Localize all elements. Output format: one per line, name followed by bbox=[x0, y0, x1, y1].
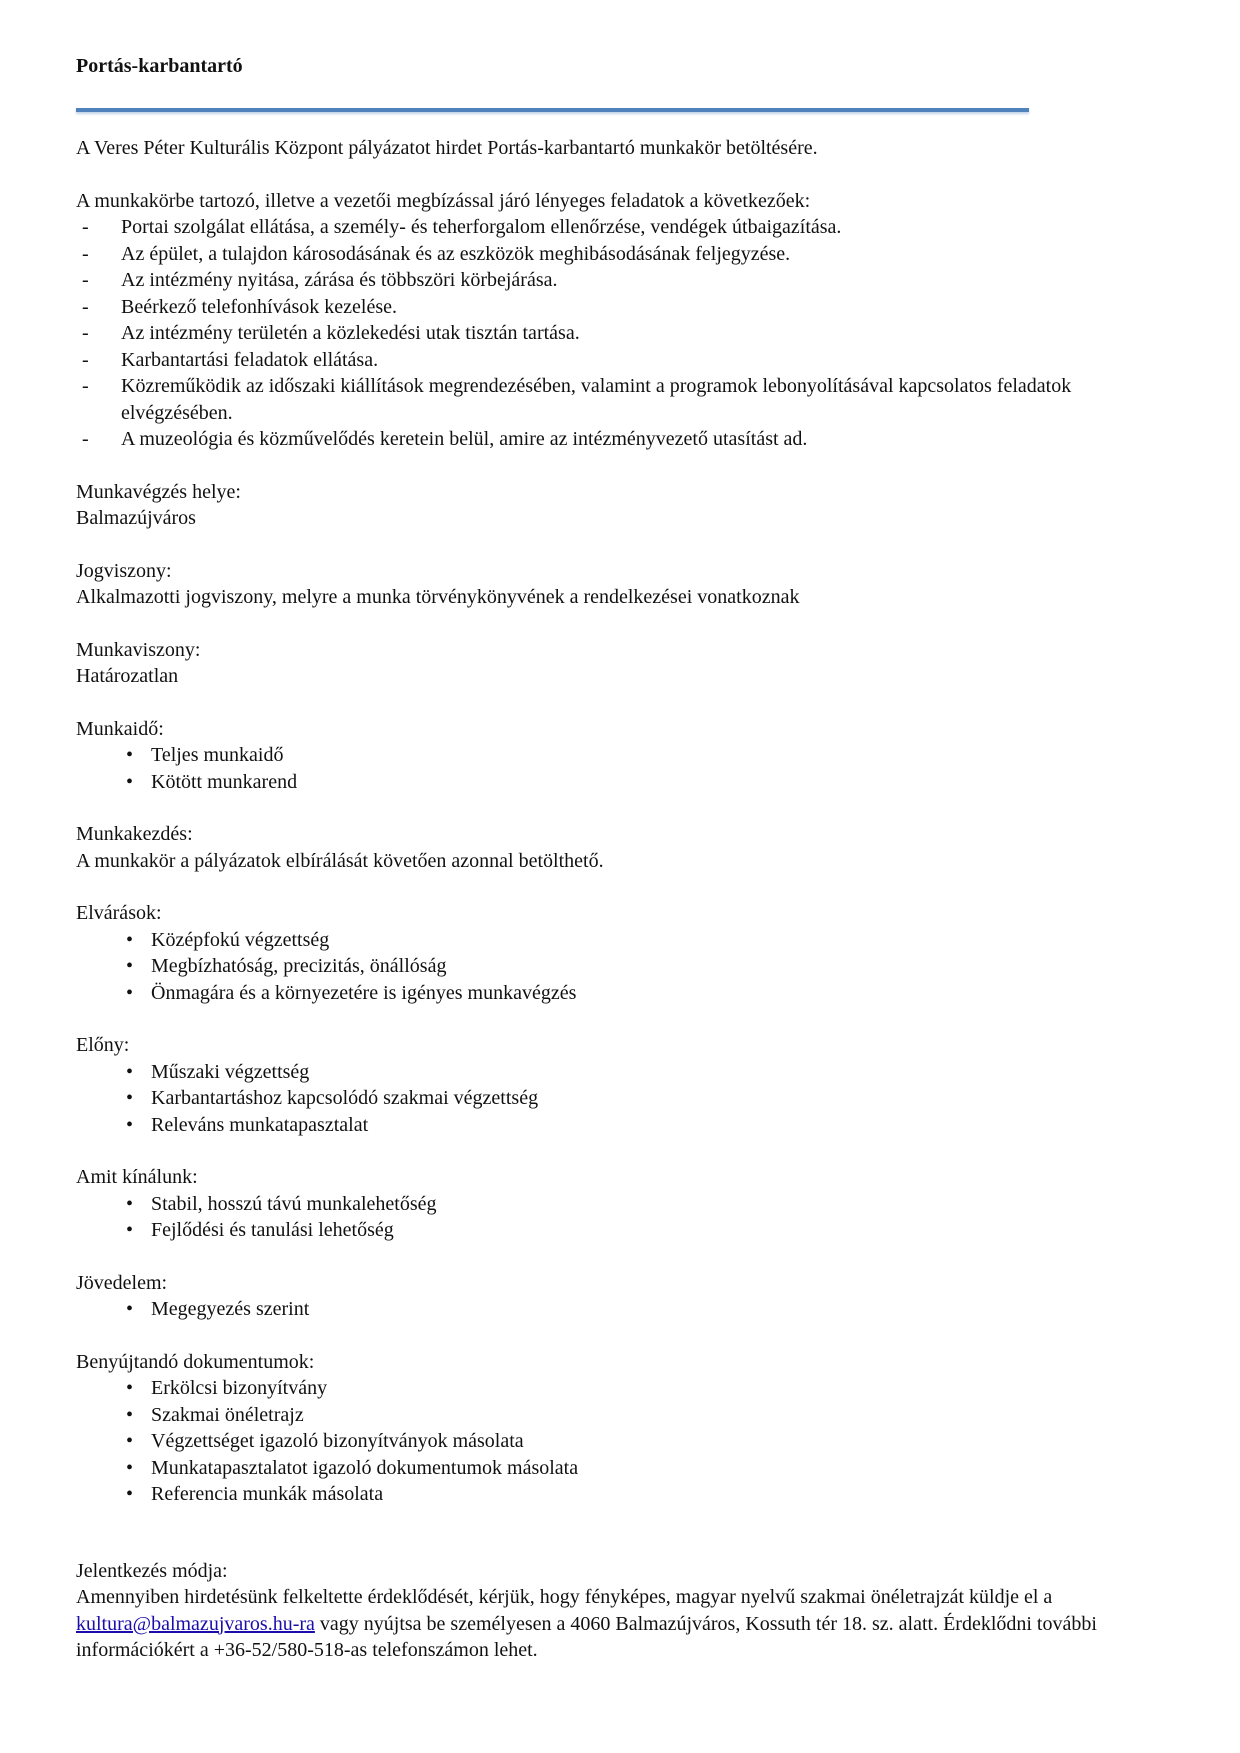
documents-label: Benyújtandó dokumentumok: bbox=[76, 1350, 315, 1373]
advantage-item: • Releváns munkatapasztalat bbox=[76, 1112, 1136, 1139]
apply-text-before: Amennyiben hirdetésünk felkeltette érdeklődését, kérjük, hogy fényképes, magyar nyelvű szakmai önéletrajzát küldje el a bbox=[76, 1586, 1053, 1608]
apply-paragraph bbox=[76, 1584, 1136, 1664]
document-body bbox=[76, 135, 1136, 1664]
worktime-label: Munkaidő: bbox=[76, 717, 164, 740]
duty-item: - Az épület, a tulajdon károsodásának és az eszközök meghibásodásának feljegyzése. bbox=[76, 241, 1136, 268]
legal-label: Jogviszony: bbox=[76, 559, 172, 582]
legal-value: Alkalmazotti jogviszony, melyre a munka törvénykönyvének a rendelkezései vonatkoznak bbox=[76, 586, 800, 608]
documents-list bbox=[76, 1375, 1136, 1508]
email-link[interactable]: kultura@balmazujvaros.hu-ra bbox=[76, 1612, 315, 1635]
advantage-list bbox=[76, 1059, 1136, 1139]
duties-heading: A munkakörbe tartozó, illetve a vezetői megbízással járó lényeges feladatok a következőek: bbox=[76, 189, 811, 212]
duty-item: - Karbantartási feladatok ellátása. bbox=[76, 347, 1136, 374]
offer-label: Amit kínálunk: bbox=[76, 1166, 198, 1188]
offer-item: • Fejlődési és tanulási lehetőség bbox=[76, 1217, 1136, 1244]
requirements-list bbox=[76, 927, 1136, 1007]
employment-label: Munkaviszony: bbox=[76, 638, 201, 661]
advantage-item: • Műszaki végzettség bbox=[76, 1059, 1136, 1086]
duty-item: - Beérkező telefonhívások kezelése. bbox=[76, 294, 1136, 321]
location-label: Munkavégzés helye: bbox=[76, 480, 241, 503]
apply-label: Jelentkezés módja: bbox=[76, 1559, 228, 1582]
document-item: • Szakmai önéletrajz bbox=[76, 1402, 1136, 1429]
duty-item: - A muzeológia és közművelődés keretein belül, amire az intézményvezető utasítást ad. bbox=[76, 426, 1136, 453]
offer-list bbox=[76, 1191, 1136, 1244]
advantage-label: Előny: bbox=[76, 1034, 130, 1056]
duty-item: - Az intézmény területén a közlekedési utak tisztán tartása. bbox=[76, 320, 1136, 347]
requirement-item: • Megbízhatóság, precizitás, önállóság bbox=[76, 953, 1136, 980]
worktime-item: • Kötött munkarend bbox=[76, 769, 1136, 796]
duty-item: - Közreműködik az időszaki kiállítások megrendezésében, valamint a programok lebonyolításával kapcsolatos feladatok elvégzésében. bbox=[76, 373, 1136, 426]
advantage-item: • Karbantartáshoz kapcsolódó szakmai végzettség bbox=[76, 1085, 1136, 1112]
document-item: • Erkölcsi bizonyítvány bbox=[76, 1375, 1136, 1402]
worktime-list bbox=[76, 742, 1136, 795]
duty-item: - Az intézmény nyitása, zárása és többszöri körbejárása. bbox=[76, 267, 1136, 294]
worktime-item: • Teljes munkaidő bbox=[76, 742, 1136, 769]
location-value: Balmazújváros bbox=[76, 507, 196, 529]
income-item: • Megegyezés szerint bbox=[76, 1296, 1136, 1323]
start-value: A munkakör a pályázatok elbírálását követően azonnal betölthető. bbox=[76, 849, 604, 872]
intro-paragraph: A Veres Péter Kulturális Központ pályázatot hirdet Portás-karbantartó munkakör betöltésére. bbox=[76, 137, 818, 159]
document-item: • Munkatapasztalatot igazoló dokumentumok másolata bbox=[76, 1455, 1136, 1482]
duty-item: - Portai szolgálat ellátása, a személy- és teherforgalom ellenőrzése, vendégek útbaigazítása. bbox=[76, 214, 1136, 241]
requirements-label: Elvárások: bbox=[76, 902, 162, 924]
requirement-item: • Önmagára és a környezetére is igényes munkavégzés bbox=[76, 980, 1136, 1007]
document-item: • Végzettséget igazoló bizonyítványok másolata bbox=[76, 1428, 1136, 1455]
duties-list bbox=[76, 214, 1136, 453]
document-item: • Referencia munkák másolata bbox=[76, 1481, 1136, 1508]
title-underline bbox=[76, 108, 1029, 112]
apply-text-after: vagy nyújtsa be személyesen a 4060 Balmazújváros, Kossuth tér 18. sz. alatt. Érdeklődni további információkért a +36-52/580-518-as telefonszámon lehet. bbox=[76, 1612, 1097, 1661]
offer-item: • Stabil, hosszú távú munkalehetőség bbox=[76, 1191, 1136, 1218]
income-label: Jövedelem: bbox=[76, 1271, 168, 1294]
document-title: Portás-karbantartó bbox=[76, 55, 243, 77]
employment-value: Határozatlan bbox=[76, 665, 179, 687]
requirement-item: • Középfokú végzettség bbox=[76, 927, 1136, 954]
start-label: Munkakezdés: bbox=[76, 823, 193, 845]
income-list bbox=[76, 1296, 1136, 1323]
